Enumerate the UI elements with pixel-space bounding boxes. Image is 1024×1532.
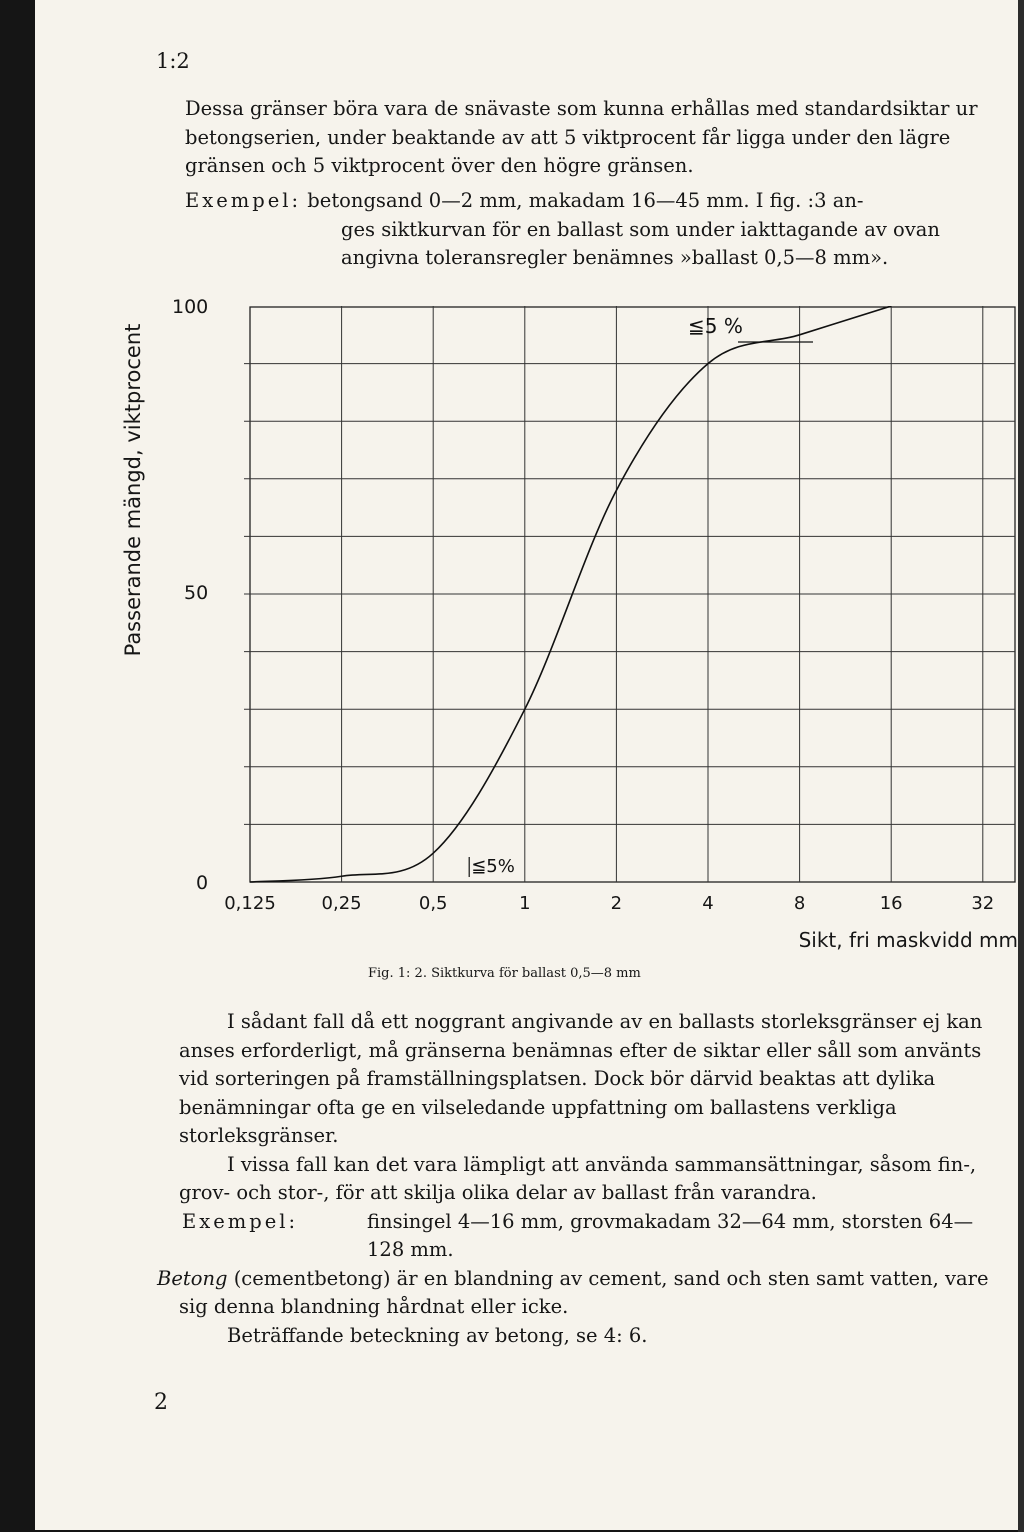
x-tick-label: 4 xyxy=(702,893,714,914)
body-paragraph-1: I sådant fall då ett noggrant angivande av en ballasts storleksgränser ej kan anses erforderligt, må gränserna benämnas efter de siktar eller såll som använts vid sorteringen på framställningsplatsen. Dock bör därvid beaktas att dylika benämningar ofta ge en vilseledande uppfattning om ballastens verkliga storleksgränser. xyxy=(179,1010,983,1147)
x-tick-label: 0,25 xyxy=(321,893,362,914)
example-label: Exempel: xyxy=(182,1209,299,1233)
page-number: 2 xyxy=(154,1390,168,1415)
example-paragraph-1 xyxy=(185,187,1003,273)
body-paragraph-4: Beträffande beteckning av betong, se 4: 6. xyxy=(227,1323,648,1347)
example-continuation: ges siktkurvan för en ballast som under iakttagande av ovan angivna toleransregler benämnes »ballast 0,5—8 mm». xyxy=(341,217,940,269)
body-text xyxy=(157,1008,1003,1350)
body-paragraph-3 xyxy=(157,1265,1003,1322)
body-paragraph-2: I vissa fall kan det vara lämpligt att använda sammansättningar, såsom fin-, grov- och stor-, för att skilja olika delar av ballast från varandra. xyxy=(179,1152,977,1204)
x-tick-label: 8 xyxy=(793,893,806,914)
y-tick-label: 0 xyxy=(196,872,209,894)
x-axis-label: Sikt, fri maskvidd mm xyxy=(798,928,1018,952)
figure-caption: Fig. 1: 2. Siktkurva för ballast 0,5—8 mm xyxy=(368,966,641,981)
intro-paragraph: Dessa gränser böra vara de snävaste som kunna erhållas med standardsiktar ur betongserien, under beaktande av att 5 viktprocent får ligga under den lägre gränsen och 5 viktprocent över den högre gränsen. xyxy=(185,97,978,177)
example-line-1: betongsand 0—2 mm, makadam 16—45 mm. I fig. :3 an- xyxy=(307,189,864,212)
x-tick-label: 16 xyxy=(879,893,903,914)
tolerance-lower-label: ≦5% xyxy=(471,856,515,877)
y-axis-label: Passerande mängd, viktprocent xyxy=(121,323,145,657)
term-betong: Betong xyxy=(157,1266,228,1290)
book-page xyxy=(35,0,1018,1530)
example-paragraph-2 xyxy=(157,1208,1003,1265)
sieve-curve-chart xyxy=(210,306,1018,886)
definition-text: (cementbetong) är en blandning av cement, sand och sten samt vatten, vare sig denna blandning hårdnat eller icke. xyxy=(179,1266,989,1318)
x-tick-label: 2 xyxy=(610,893,623,914)
x-tick-label: 1 xyxy=(519,893,531,914)
y-tick-label: 50 xyxy=(184,582,209,604)
tolerance-upper-label: ≦5 % xyxy=(688,314,743,338)
x-tick-label: 0,5 xyxy=(418,893,448,914)
example-label: Exempel: xyxy=(185,189,302,212)
x-tick-label: 0,125 xyxy=(224,893,276,914)
y-tick-label: 100 xyxy=(172,296,209,318)
example-text: finsingel 4—16 mm, grovmakadam 32—64 mm, storsten 64—128 mm. xyxy=(367,1209,974,1261)
x-tick-label: 32 xyxy=(971,893,995,914)
chapter-reference: 1:2 xyxy=(156,49,190,73)
page-edge xyxy=(1018,0,1024,1532)
